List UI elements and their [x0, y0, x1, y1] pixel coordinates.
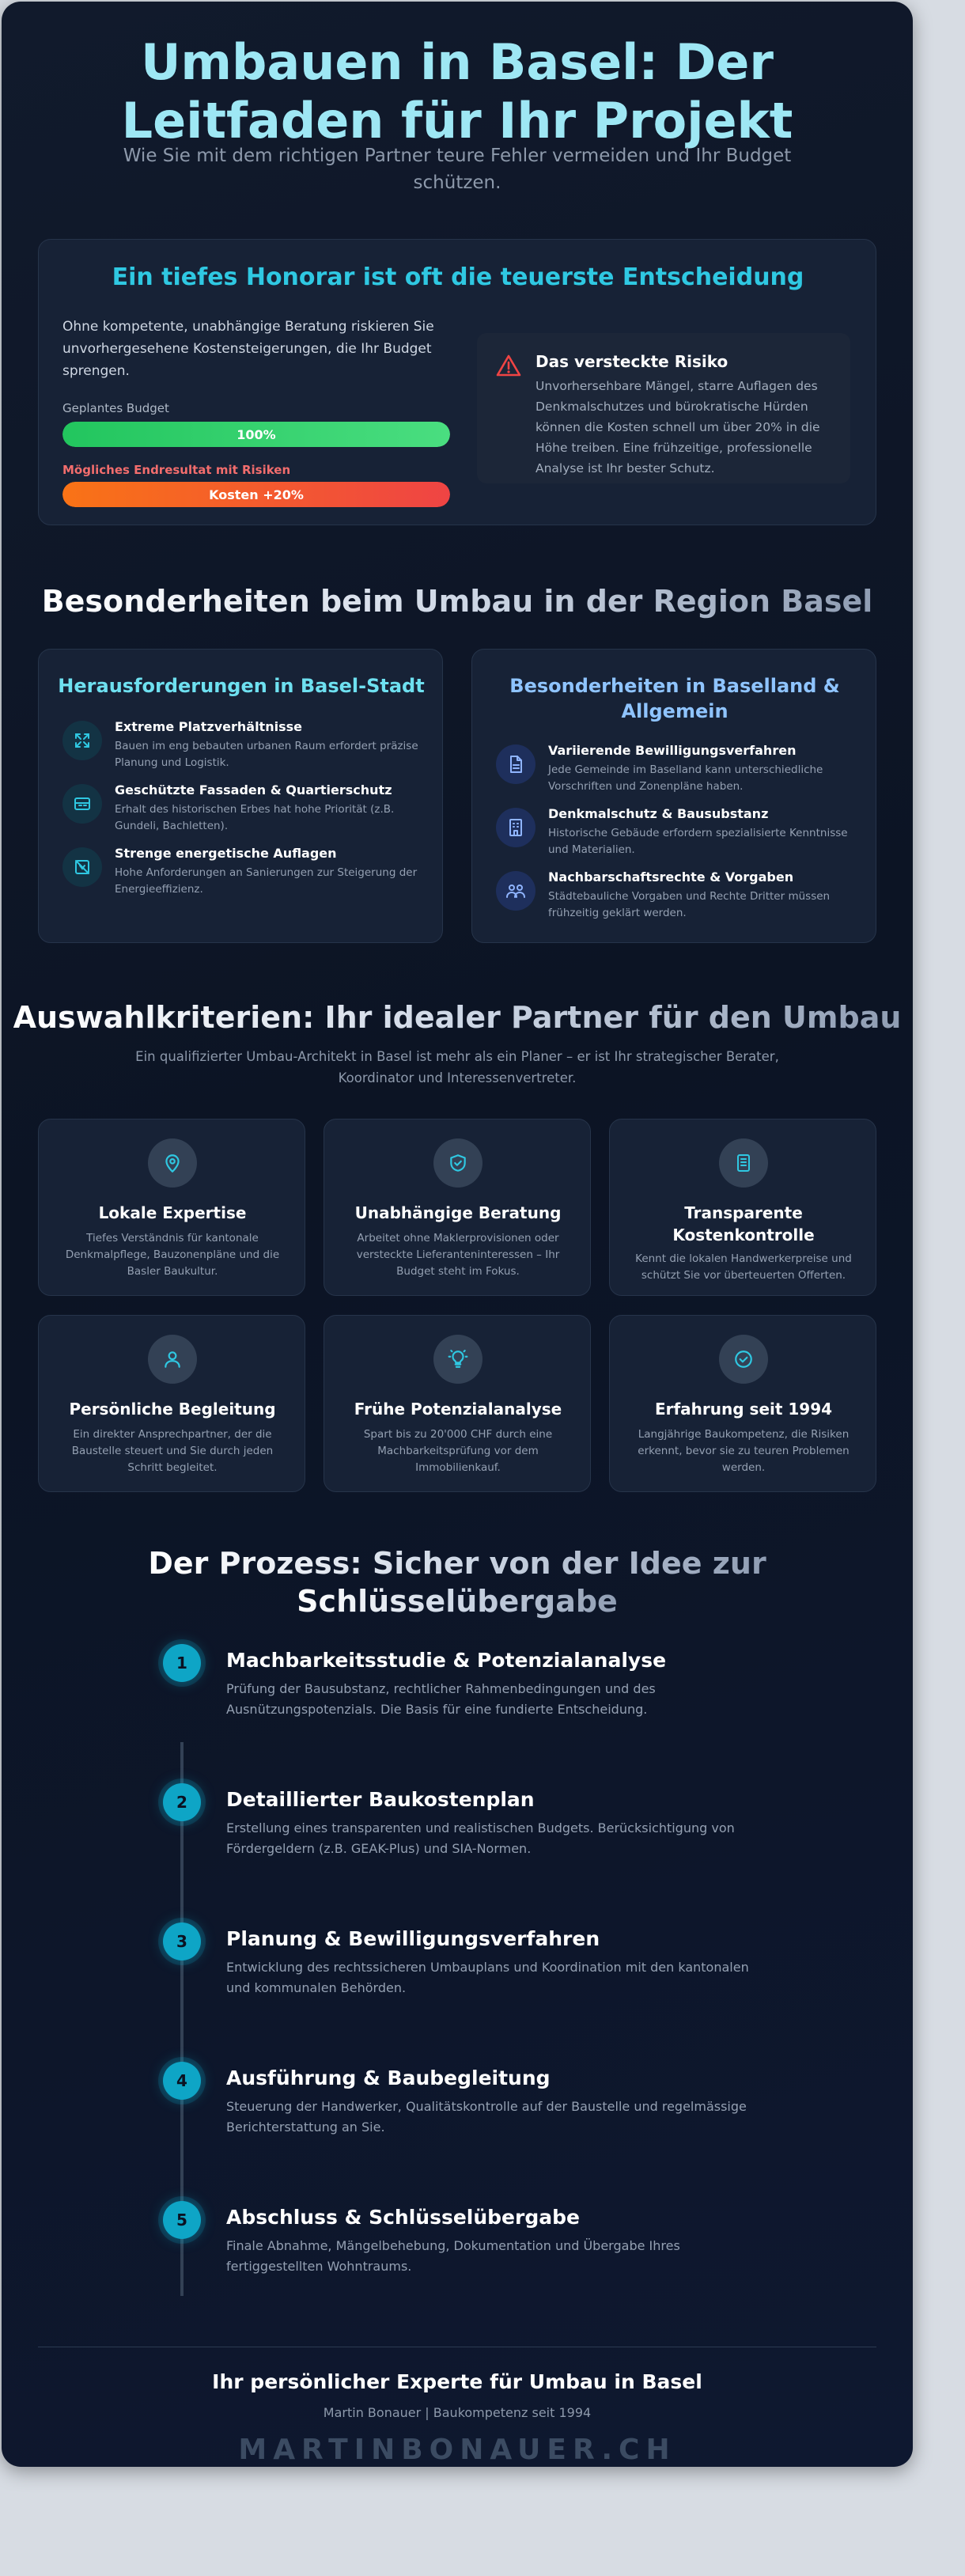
step-text: Finale Abnahme, Mängelbehebung, Dokumentation und Übergabe Ihres fertiggestellten Wohntraums. — [226, 2238, 680, 2274]
region-section-title — [2, 584, 913, 619]
criteria-card — [324, 1119, 591, 1296]
budget-intro-text: Ohne kompetente, unabhängige Beratung riskieren Sie unvorhergesehene Kostensteigerungen, die Ihr Budget sprengen. — [62, 319, 434, 379]
page-title-line-1: Umbauen in Basel: Der — [141, 33, 774, 91]
energy-off-icon — [62, 847, 102, 887]
process-title-line-2: Schlüsselübergabe — [297, 1584, 618, 1619]
criteria-card — [324, 1315, 591, 1492]
step-title: Planung & Bewilligungsverfahren — [226, 1927, 600, 1950]
step-number-badge: 3 — [163, 1923, 201, 1960]
risk-result-value: Kosten +20% — [209, 487, 304, 502]
region-item-title: Extreme Platzverhältnisse — [115, 719, 302, 734]
region-item — [62, 721, 426, 776]
budget-card-title: Ein tiefes Honorar ist oft die teuerste Entscheidung — [112, 263, 804, 291]
receipt-icon — [719, 1138, 768, 1188]
region-item-title: Geschützte Fassaden & Quartierschutz — [115, 782, 392, 797]
planned-budget-fill — [62, 422, 450, 447]
criteria-card-text: Spart bis zu 20'000 CHF durch eine Machbarkeitsprüfung vor dem Immobilienkauf. — [363, 1428, 553, 1474]
expand-arrows-icon — [62, 721, 102, 760]
risk-result-label: Mögliches Endresultat mit Risiken — [62, 463, 291, 477]
criteria-card-title: Lokale Expertise — [98, 1203, 247, 1222]
region-item — [62, 847, 426, 903]
step-title: Detaillierter Baukostenplan — [226, 1788, 535, 1811]
shield-check-icon — [433, 1138, 482, 1188]
region-item-title: Nachbarschaftsrechte & Vorgaben — [548, 869, 794, 885]
page-title — [2, 33, 913, 150]
footer-title: Ihr persönlicher Experte für Umbau in Basel — [212, 2370, 702, 2393]
warning-triangle-icon — [496, 354, 521, 377]
criteria-section-title — [2, 1000, 913, 1035]
criteria-card-text: Arbeitet ohne Maklerprovisionen oder versteckte Lieferanteninteressen – Ihr Budget steht im Fokus. — [356, 1232, 560, 1278]
footer-logo-text: MARTINBONAUER.CH — [238, 2434, 676, 2466]
page-title-line-2: Leitfaden für Ihr Projekt — [121, 92, 793, 150]
risk-result-fill — [62, 482, 450, 507]
planned-budget-bar — [62, 422, 450, 447]
region-item-title: Strenge energetische Auflagen — [115, 846, 337, 861]
neighbors-icon — [496, 871, 535, 911]
baselland-card — [471, 649, 876, 943]
hidden-risk-text: Unvorhersehbare Mängel, starre Auflagen des Denkmalschutzes und bürokratische Hürden können die Kosten schnell um über 20% in die Höhe treiben. Eine frühzeitige, professionelle Analyse ist Ihr bester Schutz. — [535, 379, 820, 475]
criteria-card — [38, 1315, 305, 1492]
step-text: Steuerung der Handwerker, Qualitätskontrolle auf der Baustelle und regelmässige Berichterstattung an Sie. — [226, 2099, 747, 2135]
region-item-text: Historische Gebäude erfordern spezialisierte Kenntnisse und Materialien. — [548, 827, 848, 856]
criteria-card — [609, 1119, 876, 1296]
region-item — [62, 784, 426, 839]
region-item-text: Jede Gemeinde im Baselland kann unterschiedliche Vorschriften und Zonenpläne haben. — [548, 763, 823, 793]
footer-subtitle: Martin Bonauer | Baukompetenz seit 1994 — [323, 2405, 592, 2420]
criteria-section-title-text: Auswahlkriterien: Ihr idealer Partner für den Umbau — [13, 1000, 902, 1035]
criteria-card-title — [618, 1202, 869, 1246]
criteria-card-title-line-2: Kostenkontrolle — [672, 1225, 815, 1244]
badge-check-icon — [719, 1335, 768, 1384]
region-item-text: Erhalt des historischen Erbes hat hohe Priorität (z.B. Gundeli, Bachletten). — [115, 803, 395, 832]
document-icon — [496, 744, 535, 784]
step-text: Entwicklung des rechtssicheren Umbauplans und Koordination mit den kantonalen und kommunalen Behörden. — [226, 1960, 749, 1995]
step-title: Abschluss & Schlüsselübergabe — [226, 2206, 580, 2229]
criteria-card-text: Kennt die lokalen Handwerkerpreise und schützt Sie vor überteuerten Offerten. — [635, 1252, 852, 1282]
region-item-text: Städtebauliche Vorgaben und Rechte Dritter müssen frühzeitig geklärt werden. — [548, 890, 831, 919]
criteria-card-title: Erfahrung seit 1994 — [654, 1400, 833, 1419]
criteria-card-title: Frühe Potenzialanalyse — [354, 1400, 562, 1419]
process-title-line-1: Der Prozess: Sicher von der Idee zur — [148, 1546, 766, 1581]
facade-icon — [62, 784, 102, 824]
step-number-badge: 5 — [163, 2201, 201, 2239]
step-number-badge: 4 — [163, 2062, 201, 2100]
baselland-title-line-1: Besonderheiten in Baselland & — [509, 675, 840, 697]
region-item-text: Hohe Anforderungen an Sanierungen zur Steigerung der Energieeffizienz. — [115, 866, 418, 896]
hidden-risk-box — [477, 333, 850, 483]
region-item-text: Bauen im eng bebauten urbanen Raum erfordert präzise Planung und Logistik. — [115, 740, 418, 769]
page-subtitle: Wie Sie mit dem richtigen Partner teure Fehler vermeiden und Ihr Budget schützen. — [123, 146, 792, 193]
region-item — [496, 744, 860, 800]
process-section-title — [2, 1544, 913, 1620]
criteria-intro: Ein qualifizierter Umbau-Architekt in Basel ist mehr als ein Planer – er ist Ihr strategischer Berater, Koordinator und Interessenvertreter. — [135, 1049, 779, 1085]
criteria-card-title: Persönliche Begleitung — [69, 1400, 276, 1419]
region-item — [496, 808, 860, 863]
step-text: Erstellung eines transparenten und realistischen Budgets. Berücksichtigung von Fördergeldern (z.B. GEAK-Plus) und SIA-Normen. — [226, 1820, 735, 1856]
infographic-page — [2, 2, 913, 2467]
planned-budget-label: Geplantes Budget — [62, 401, 169, 415]
criteria-card-text: Ein direkter Ansprechpartner, der die Baustelle steuert und Sie durch jeden Schritt begleitet. — [71, 1428, 274, 1474]
basel-stadt-card — [38, 649, 443, 943]
hidden-risk-title: Das versteckte Risiko — [535, 352, 728, 371]
criteria-card-text: Tiefes Verständnis für kantonale Denkmalpflege, Bauzonenpläne und die Basler Baukultur. — [65, 1232, 280, 1278]
planned-budget-value: 100% — [237, 426, 276, 442]
criteria-card — [38, 1119, 305, 1296]
criteria-card-text: Langjährige Baukompetenz, die Risiken erkennt, bevor sie zu teuren Problemen werden. — [638, 1428, 850, 1474]
criteria-card-title-line-1: Transparente — [684, 1203, 803, 1222]
region-section-title-text: Besonderheiten beim Umbau in der Region Basel — [41, 584, 873, 619]
person-icon — [148, 1335, 197, 1384]
region-item-title: Variierende Bewilligungsverfahren — [548, 743, 797, 758]
step-title: Machbarkeitsstudie & Potenzialanalyse — [226, 1649, 667, 1672]
region-item — [496, 871, 860, 926]
lightbulb-icon — [433, 1335, 482, 1384]
location-pin-icon — [148, 1138, 197, 1188]
step-text: Prüfung der Bausubstanz, rechtlicher Rahmenbedingungen und des Ausnützungspotenzials. Die Basis für eine fundierte Entscheidung. — [226, 1681, 656, 1717]
region-item-title: Denkmalschutz & Bausubstanz — [548, 806, 769, 821]
criteria-card-title: Unabhängige Beratung — [354, 1203, 562, 1222]
step-number-badge: 2 — [163, 1783, 201, 1821]
baselland-title-line-2: Allgemein — [621, 700, 728, 722]
baselland-title — [488, 673, 861, 724]
step-number-badge: 1 — [163, 1644, 201, 1682]
budget-warning-card — [38, 239, 876, 525]
building-icon — [496, 808, 535, 847]
risk-result-bar — [62, 482, 450, 507]
criteria-card — [609, 1315, 876, 1492]
step-title: Ausführung & Baubegleitung — [226, 2066, 551, 2089]
basel-stadt-title: Herausforderungen in Basel-Stadt — [58, 675, 425, 697]
